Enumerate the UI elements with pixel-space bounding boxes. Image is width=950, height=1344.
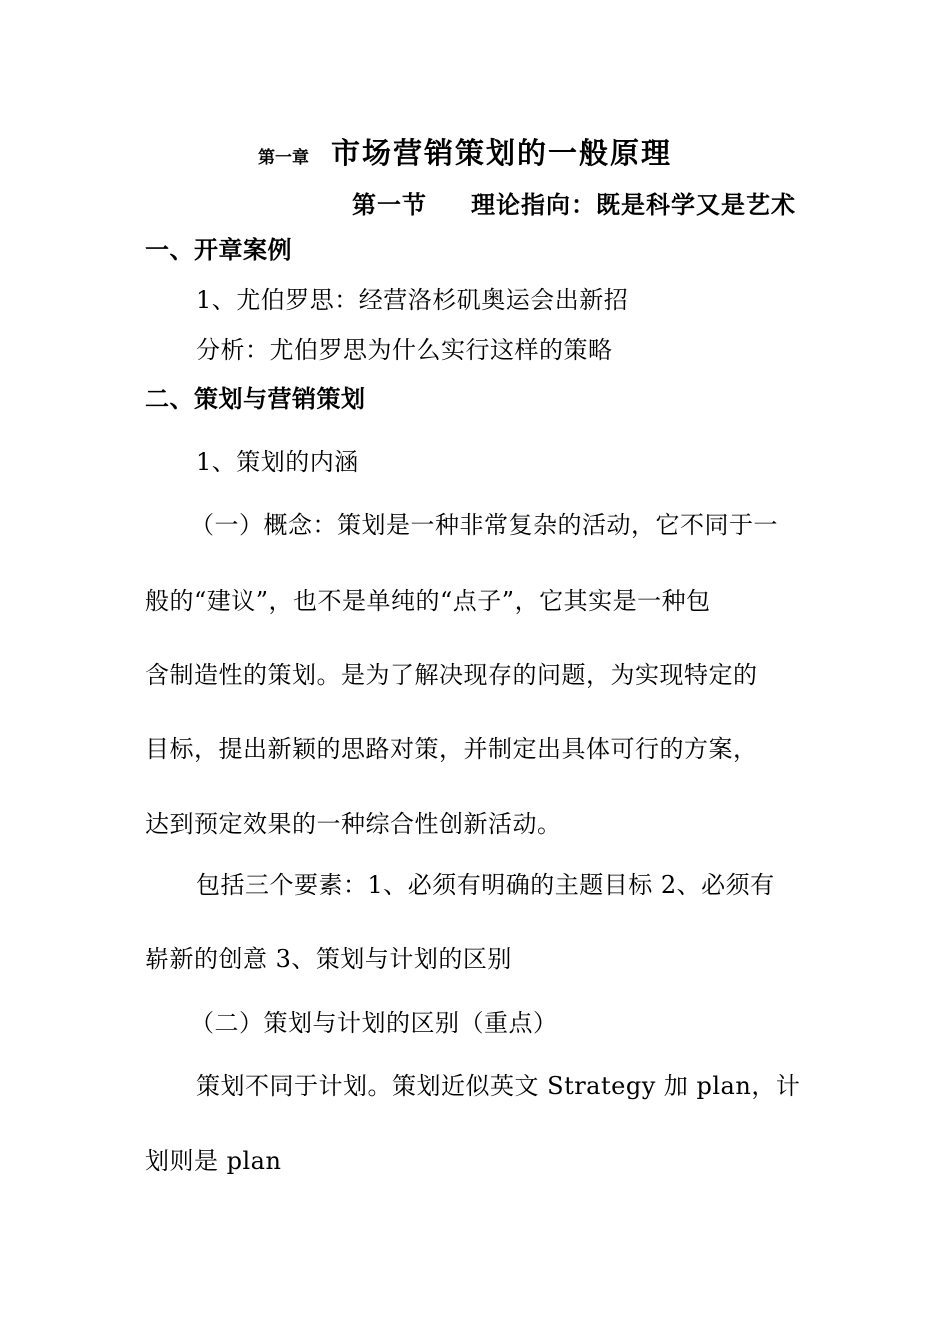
difference-line: 划则是 plan bbox=[145, 1147, 282, 1175]
concept-line: 般的“建议”，也不是单纯的“点子”，它其实是一种包 bbox=[145, 587, 711, 615]
concept-line: 含制造性的策划。是为了解决现存的问题，为实现特定的 bbox=[145, 661, 758, 689]
difference-line: 策划不同于计划。策划近似英文 Strategy 加 plan，计 bbox=[196, 1072, 801, 1100]
part1-heading: 一、开章案例 bbox=[145, 236, 292, 264]
case-analysis: 分析：尤伯罗思为什么实行这样的策略 bbox=[196, 336, 613, 364]
part2-heading: 二、策划与营销策划 bbox=[145, 385, 366, 413]
case-title: 1、尤伯罗思：经营洛杉矶奥运会出新招 bbox=[196, 286, 629, 314]
section-title bbox=[352, 185, 796, 220]
concept-line: （一）概念：策划是一种非常复杂的活动，它不同于一 bbox=[190, 511, 778, 539]
difference-heading: （二）策划与计划的区别（重点） bbox=[190, 1009, 558, 1037]
chapter-name: 市场营销策划的一般原理 bbox=[331, 136, 673, 170]
concept-line: 达到预定效果的一种综合性创新活动。 bbox=[145, 810, 562, 838]
section-name: 理论指向：既是科学又是艺术 bbox=[471, 191, 796, 219]
elements-line: 崭新的创意 3、策划与计划的区别 bbox=[145, 945, 512, 973]
chapter-title bbox=[258, 131, 672, 172]
elements-line: 包括三个要素：1、必须有明确的主题目标 2、必须有 bbox=[196, 871, 775, 899]
chapter-number: 第一章 bbox=[258, 148, 309, 168]
section-number: 第一节 bbox=[352, 191, 427, 219]
subsection-heading: 1、策划的内涵 bbox=[196, 448, 359, 476]
concept-line: 目标，提出新颖的思路对策，并制定出具体可行的方案， bbox=[145, 735, 758, 763]
